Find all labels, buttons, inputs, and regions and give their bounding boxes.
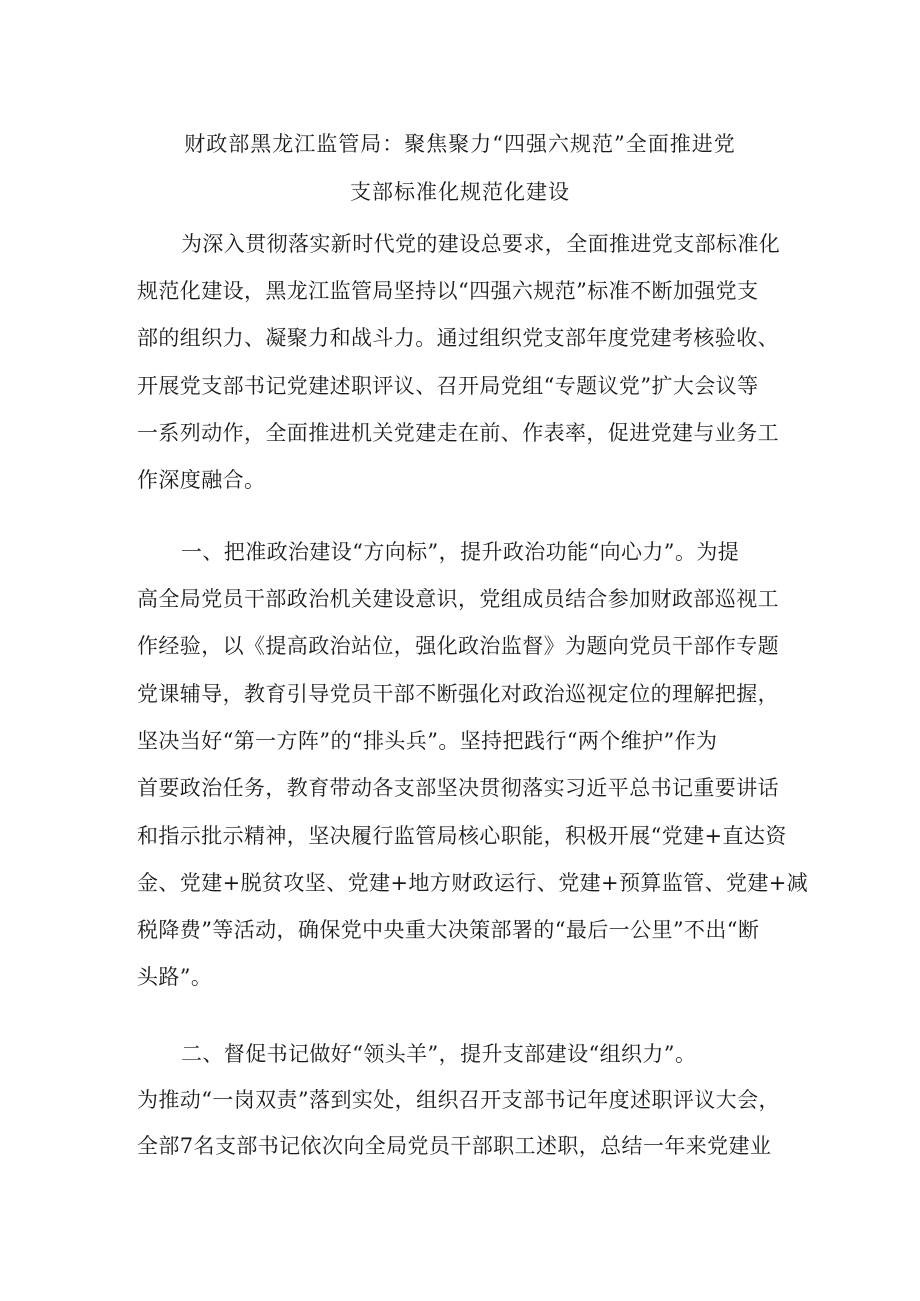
paragraph-1-line: 部的组织力、凝聚力和战斗力。通过组织党支部年度党建考核验收、 [137, 326, 779, 350]
paragraph-3-line: 二、督促书记做好“领头羊”，提升支部建设“组织力”。 [181, 1042, 697, 1066]
paragraph-2-line: 税降费”等活动，确保党中央重大决策部署的“最后一公里”不出“断 [137, 918, 760, 942]
paragraph-2-line: 金、党建+脱贫攻坚、党建+地方财政运行、党建+预算监管、党建+减 [137, 871, 809, 895]
paragraph-2-line: 头路”。 [137, 965, 213, 989]
paragraph-1-line: 为深入贯彻落实新时代党的建设总要求，全面推进党支部标准化 [181, 232, 781, 256]
paragraph-1-line: 一系列动作，全面推进机关党建走在前、作表率，促进党建与业务工 [137, 421, 779, 445]
paragraph-1-line: 规范化建设，黑龙江监管局坚持以“四强六规范”标准不断加强党支 [137, 279, 759, 303]
paragraph-3-line: 为推动“一岗双责”落到实处，组织召开支部书记年度述职评议大会， [137, 1088, 780, 1112]
paragraph-2-line: 高全局党员干部政治机关建设意识，党组成员结合参加财政部巡视工 [137, 587, 779, 611]
paragraph-2-line: 一、把准政治建设“方向标”，提升政治功能“向心力”。为提 [181, 540, 740, 564]
paragraph-1-line: 作深度融合。 [137, 468, 266, 492]
paragraph-2-line: 作经验，以《提高政治站位，强化政治监督》为题向党员干部作专题 [137, 634, 779, 658]
paragraph-2-line: 坚决当好“第一方阵”的“排头兵”。坚持把践行“两个维护”作为 [137, 729, 718, 753]
document-title-line-1: 财政部黑龙江监管局：聚焦聚力“四强六规范”全面推进党 [184, 132, 736, 156]
paragraph-2-line: 和指示批示精神，坚决履行监管局核心职能，积极开展“党建+直达资 [137, 824, 787, 848]
paragraph-1-line: 开展党支部书记党建述职评议、召开局党组“专题议党”扩大会议等 [137, 374, 759, 398]
document-title-line-2: 支部标准化规范化建设 [350, 180, 570, 204]
paragraph-3-line: 全部7名支部书记依次向全局党员干部职工述职，总结一年来党建业 [137, 1134, 772, 1158]
paragraph-2-line: 党课辅导，教育引导党员干部不断强化对政治巡视定位的理解把握， [137, 682, 779, 706]
paragraph-2-line: 首要政治任务，教育带动各支部坚决贯彻落实习近平总书记重要讲话 [137, 776, 779, 800]
